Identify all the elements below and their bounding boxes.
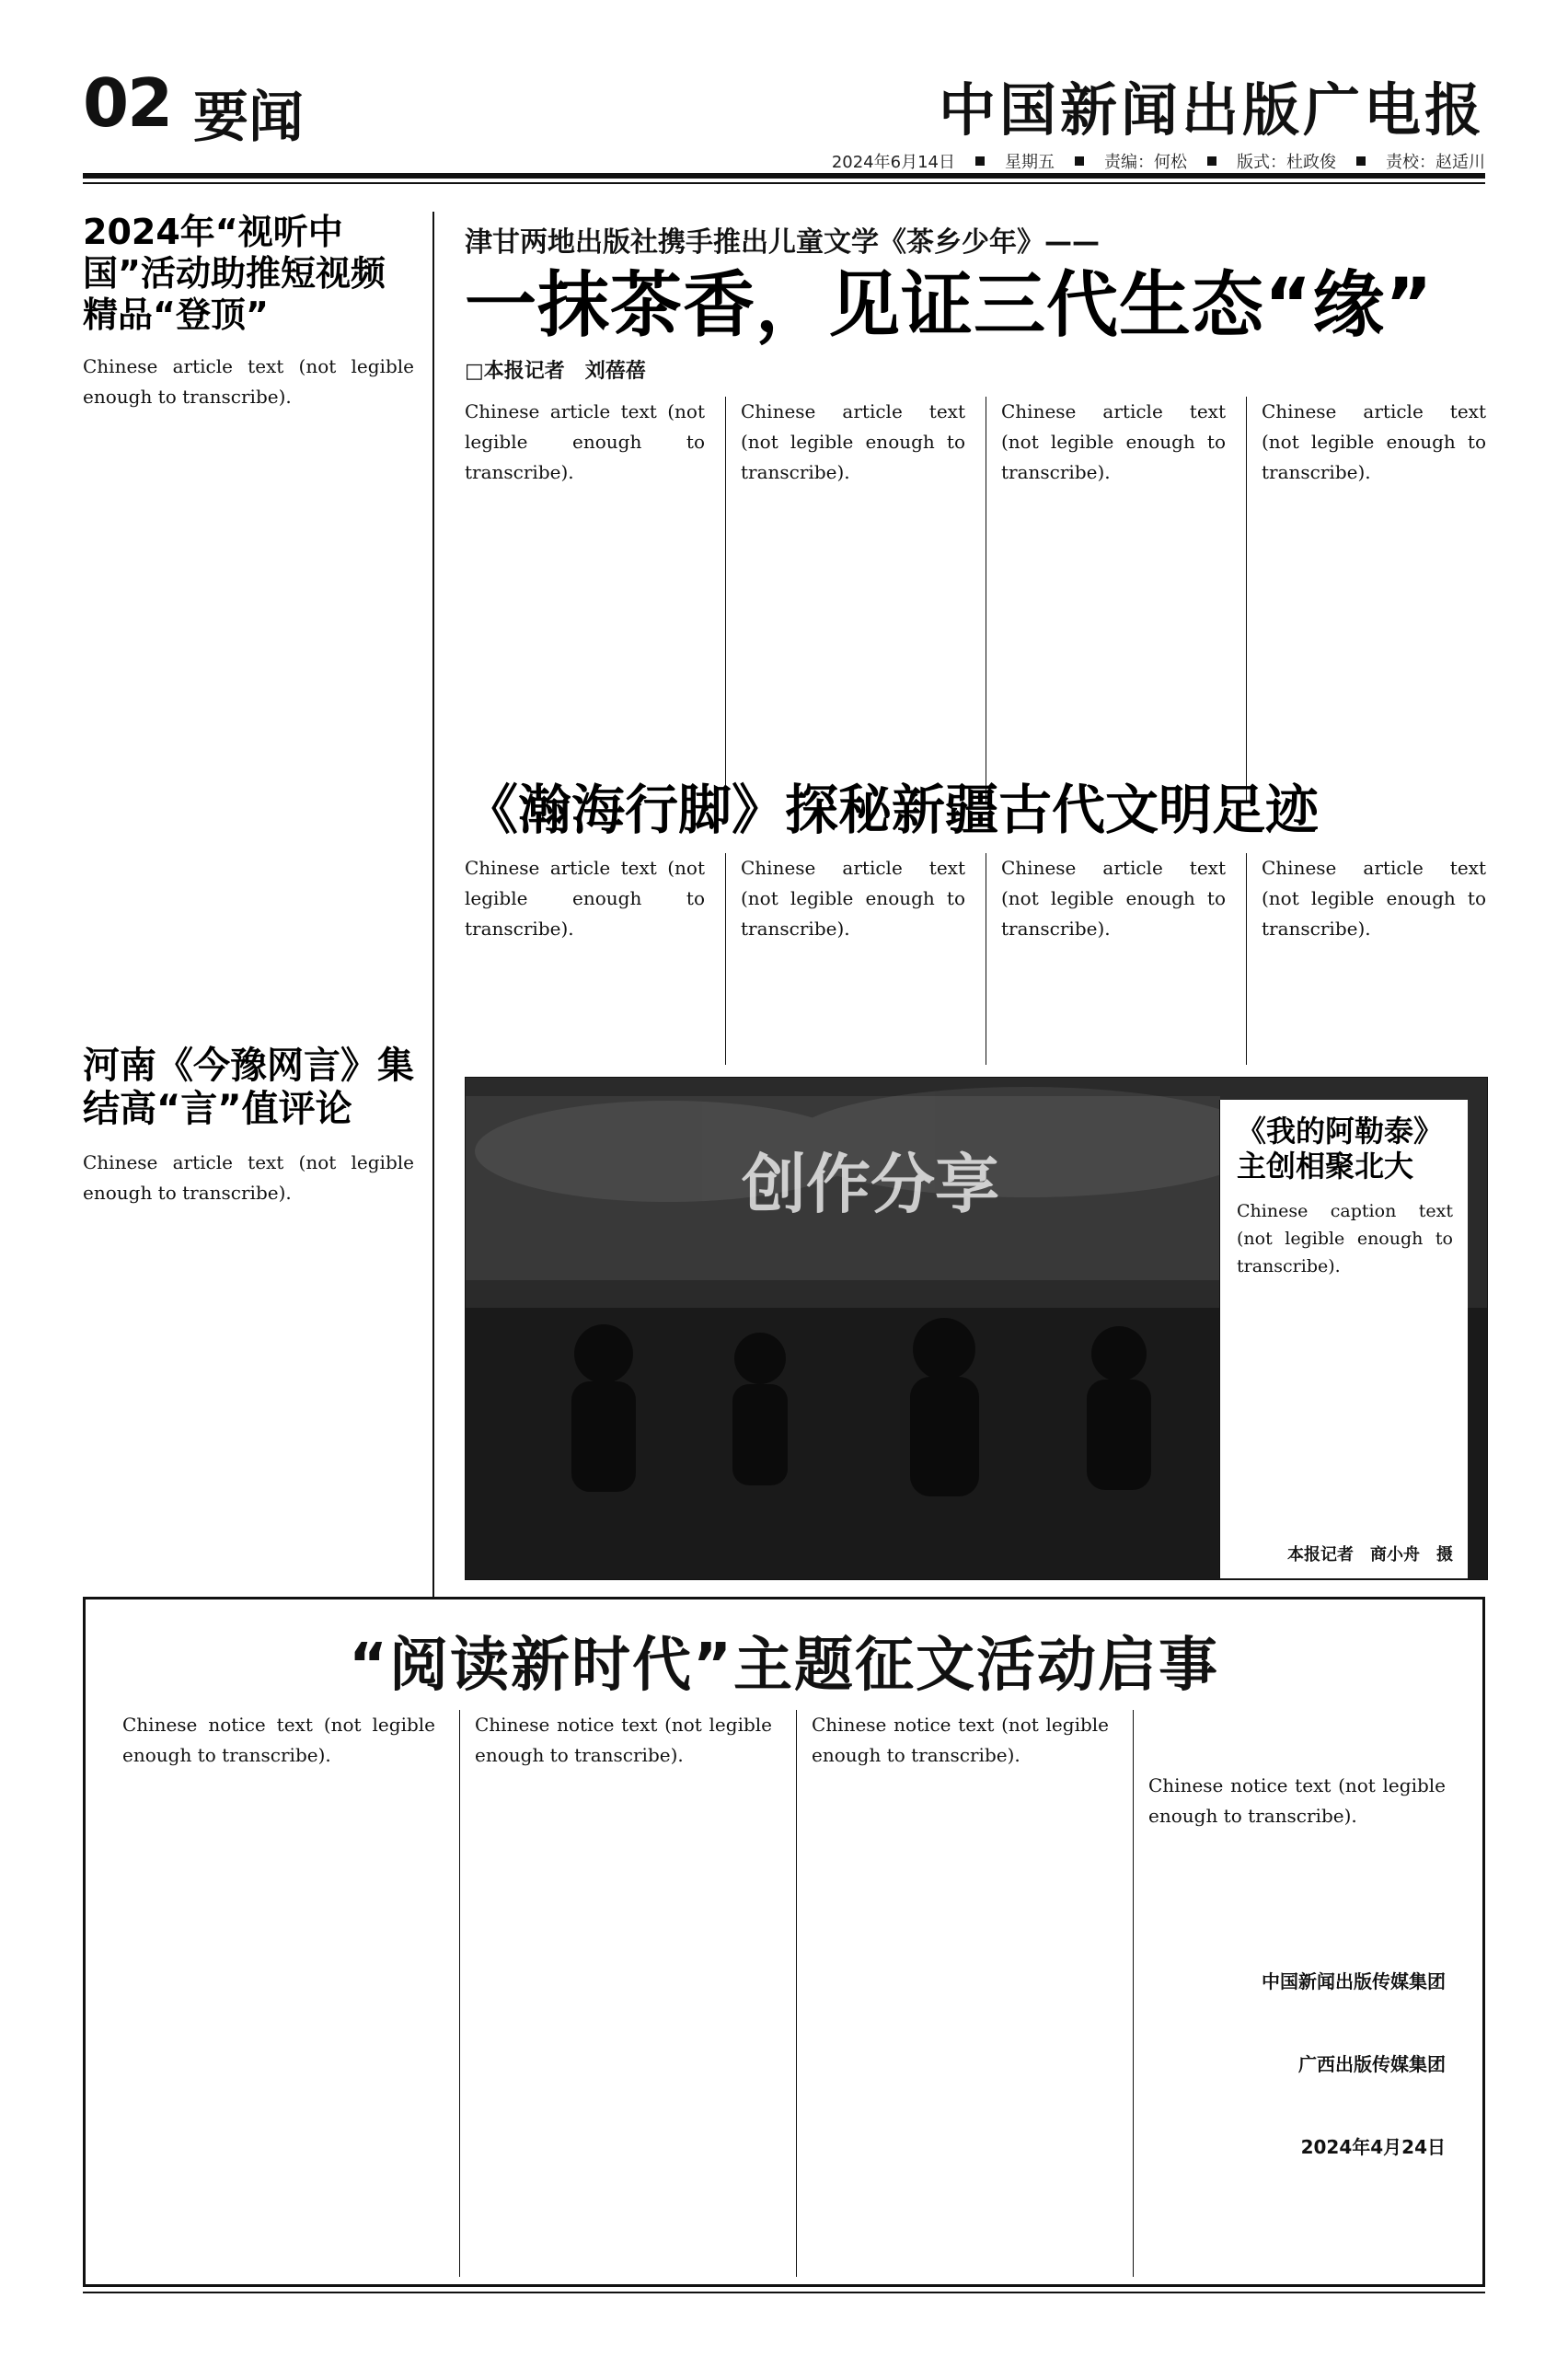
photo-caption-body: Chinese caption text (not legible enough to transcribe). [1237, 1200, 1459, 1277]
left-story-2 [83, 1045, 421, 1588]
notice-column-2: Chinese notice text (not legible enough to transcribe). [459, 1710, 772, 2277]
left-story-1-title: 2024年“视听中国”活动助推短视频精品“登顶” [83, 212, 386, 335]
left-story-1-body: Chinese article text (not legible enough to transcribe). [83, 355, 421, 409]
notice-column-4 [1133, 1710, 1452, 2277]
main-story-column: Chinese article text (not legible enough to transcribe). [465, 399, 711, 483]
masthead-rule-thick [83, 173, 1485, 179]
photo-caption [1219, 1100, 1468, 1578]
left-story-1 [83, 212, 421, 1031]
secondary-story-column: Chinese article text (not legible enough to transcribe). [725, 853, 965, 1065]
photo-credit: 本报记者 商小舟 摄 [1287, 1545, 1453, 1565]
notice-signature-line-1: 中国新闻出版传媒集团 [1262, 1970, 1446, 1992]
essay-contest-notice [83, 1597, 1485, 2287]
photo-caption-title: 《我的阿勒泰》主创相聚北大 [1237, 1114, 1444, 1184]
secondary-story-title: 《瀚海行脚》探秘新疆古代文明足迹 [465, 779, 1320, 841]
left-story-2-title: 河南《今豫网言》集结高“言”值评论 [83, 1045, 414, 1131]
notice-signature-date: 2024年4月24日 [1300, 2136, 1446, 2158]
left-story-2-body: Chinese article text (not legible enough to transcribe). [83, 1151, 421, 1205]
meta-separator [1075, 156, 1084, 166]
left-column-divider [432, 212, 434, 1629]
notice-title: “阅读新时代”主题征文活动启事 [348, 1632, 1220, 1700]
notice-columns [122, 1710, 1452, 2266]
notice-column-4-body: Chinese notice text (not legible enough to transcribe). [1148, 1774, 1452, 1827]
meta-separator [1356, 156, 1366, 166]
bottom-rule [83, 2292, 1485, 2293]
editor-credit: 责编：何松 [1104, 153, 1187, 172]
notice-signature [1148, 1912, 1446, 2216]
section-title: 要闻 [193, 86, 304, 150]
secondary-story [465, 779, 1493, 1068]
proof-credit: 责校：赵适川 [1386, 153, 1485, 172]
secondary-story-column: Chinese article text (not legible enough to transcribe). [986, 853, 1226, 1065]
notice-signature-line-2: 广西出版传媒集团 [1298, 2053, 1446, 2075]
issue-date: 2024年6月14日 [831, 153, 955, 172]
masthead [83, 64, 1485, 175]
masthead-meta [832, 149, 1485, 173]
main-story-byline: □本报记者 刘蓓蓓 [465, 359, 646, 383]
main-story-columns [465, 397, 1493, 802]
photo-background-text: 创作分享 [742, 1147, 999, 1222]
main-story [465, 219, 1493, 771]
main-story-column: Chinese article text (not legible enough to transcribe). [1246, 397, 1486, 802]
main-story-column: Chinese article text (not legible enough to transcribe). [725, 397, 965, 802]
secondary-story-column: Chinese article text (not legible enough to transcribe). [1246, 853, 1486, 1065]
layout-credit: 版式：杜政俊 [1237, 153, 1336, 172]
page-number: 02 [83, 64, 172, 142]
notice-column-3: Chinese notice text (not legible enough to transcribe). [796, 1710, 1109, 2277]
masthead-rule-thin [83, 182, 1485, 184]
meta-separator [1207, 156, 1216, 166]
main-story-column: Chinese article text (not legible enough to transcribe). [986, 397, 1226, 802]
meta-separator [975, 156, 985, 166]
main-story-kicker: 津甘两地出版社携手推出儿童文学《茶乡少年》—— [465, 226, 1100, 259]
newspaper-brand: 中国新闻出版广电报 [938, 76, 1485, 144]
main-story-title: 一抹茶香，见证三代生态“缘” [465, 264, 1434, 347]
issue-weekday: 星期五 [1005, 153, 1055, 172]
secondary-story-column: Chinese article text (not legible enough to transcribe). [465, 856, 711, 940]
notice-column-1: Chinese notice text (not legible enough to transcribe). [122, 1714, 442, 1766]
secondary-story-columns [465, 853, 1493, 1065]
